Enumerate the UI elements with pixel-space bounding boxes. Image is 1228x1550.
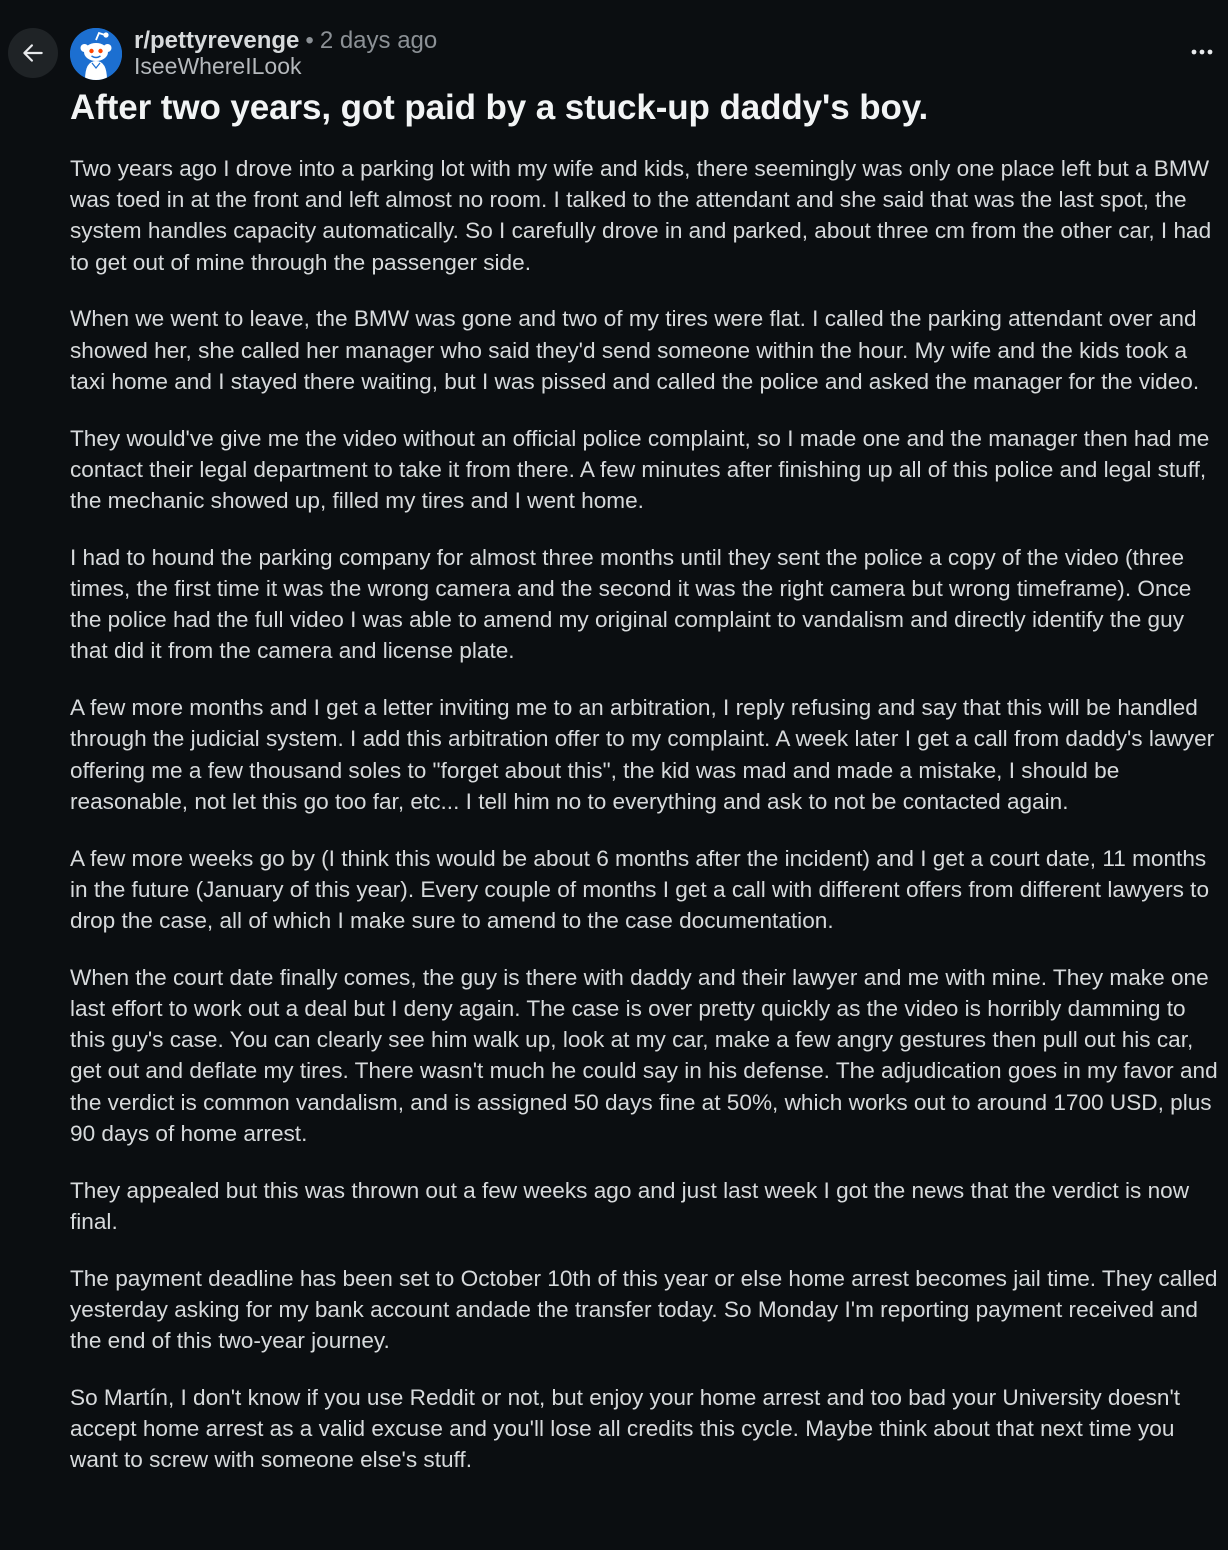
post-meta xyxy=(134,28,437,79)
post-paragraph: When the court date finally comes, the guy is there with daddy and their lawyer and me with mine. They make one last effort to work out a deal but I deny again. The case is over pretty quickly as the video is horribly damming to this guy's case. You can clearly see him walk up, look at my car, make a few angry gestures then pull out his car, get out and deflate my tires. There wasn't much he could say in his defense. The adjudication goes in my favor and the verdict is common vandalism, and is assigned 50 days fine at 50%, which works out to around 1700 USD, plus 90 days of home arrest. xyxy=(70,964,1218,1146)
post-paragraph: A few more weeks go by (I think this would be about 6 months after the incident) and I get a court date, 11 months in the future (January of this year). Every couple of months I get a call with different offers from different lawyers to drop the case, all of which I make sure to amend to the case documentation. xyxy=(70,845,1210,934)
avatar[interactable] xyxy=(70,28,122,80)
post-body xyxy=(70,153,1220,1501)
post-paragraph: A few more months and I get a letter inviting me to an arbitration, I reply refusing and say that this will be handled through the judicial system. I add this arbitration offer to my complaint. A week later I get a call from daddy's lawyer offering me a few thousand soles to "forget about this", the kid was mad and made a mistake, I should be reasonable, not let this go too far, etc... I tell him no to everything and ask to not be contacted again. xyxy=(70,695,1215,814)
snoo-avatar-icon xyxy=(70,28,122,80)
arrow-left-icon xyxy=(20,40,46,66)
back-button[interactable] xyxy=(8,28,58,78)
post-paragraph: I had to hound the parking company for almost three months until they sent the police a copy of the video (three times, the first time it was the wrong camera and the second it was the right camera but wrong timeframe). Once the police had the full video I was able to amend my original complaint to vandalism and directly identify the guy that did it from the camera and license plate. xyxy=(70,544,1192,664)
subreddit-link[interactable]: r/pettyrevenge xyxy=(134,27,300,54)
post-paragraph: When we went to leave, the BMW was gone and two of my tires were flat. I called the parking attendant over and showed her, she called her manager who said they'd send someone within the hour. My wife and the kids took a taxi home and I stayed there waiting, but I was pissed and called the police and asked the manager for the video. xyxy=(70,306,1200,394)
post-title: After two years, got paid by a stuck-up daddy's boy. xyxy=(70,88,929,127)
more-options-button[interactable] xyxy=(1188,40,1216,64)
post-paragraph: Two years ago I drove into a parking lot with my wife and kids, there seemingly was only one place left but a BMW was toed in at the front and left almost no room. I talked to the attendant and she said that was the last spot, the system handles capacity automatically. So I carefully drove in and parked, about three cm from the other car, I had to get out of mine through the passenger side. xyxy=(70,156,1212,275)
more-dots-icon xyxy=(1190,48,1214,56)
post-timestamp: 2 days ago xyxy=(319,27,438,54)
post-paragraph: They would've give me the video without an official police complaint, so I made one and the manager then had me contact their legal department to take it from there. A few minutes after finishing up all of this police and legal stuff, the mechanic showed up, filled my tires and I went home. xyxy=(70,425,1210,514)
post-paragraph: The payment deadline has been set to October 10th of this year or else home arrest becomes jail time. They called yesterday asking for my bank account andade the transfer today. So Monday I'm reporting payment received and the end of this two-year journey. xyxy=(70,1265,1218,1354)
author-link[interactable]: IseeWhereILook xyxy=(134,53,302,79)
post-paragraph: So Martín, I don't know if you use Reddit or not, but enjoy your home arrest and too bad your University doesn't accept home arrest as a valid excuse and you'll lose all credits this cycle. Maybe think about that next time you want to screw with someone else's stuff. xyxy=(70,1384,1181,1473)
meta-separator: • xyxy=(305,27,314,54)
post-paragraph: They appealed but this was thrown out a few weeks ago and just last week I got the news that the verdict is now final. xyxy=(70,1177,1190,1234)
